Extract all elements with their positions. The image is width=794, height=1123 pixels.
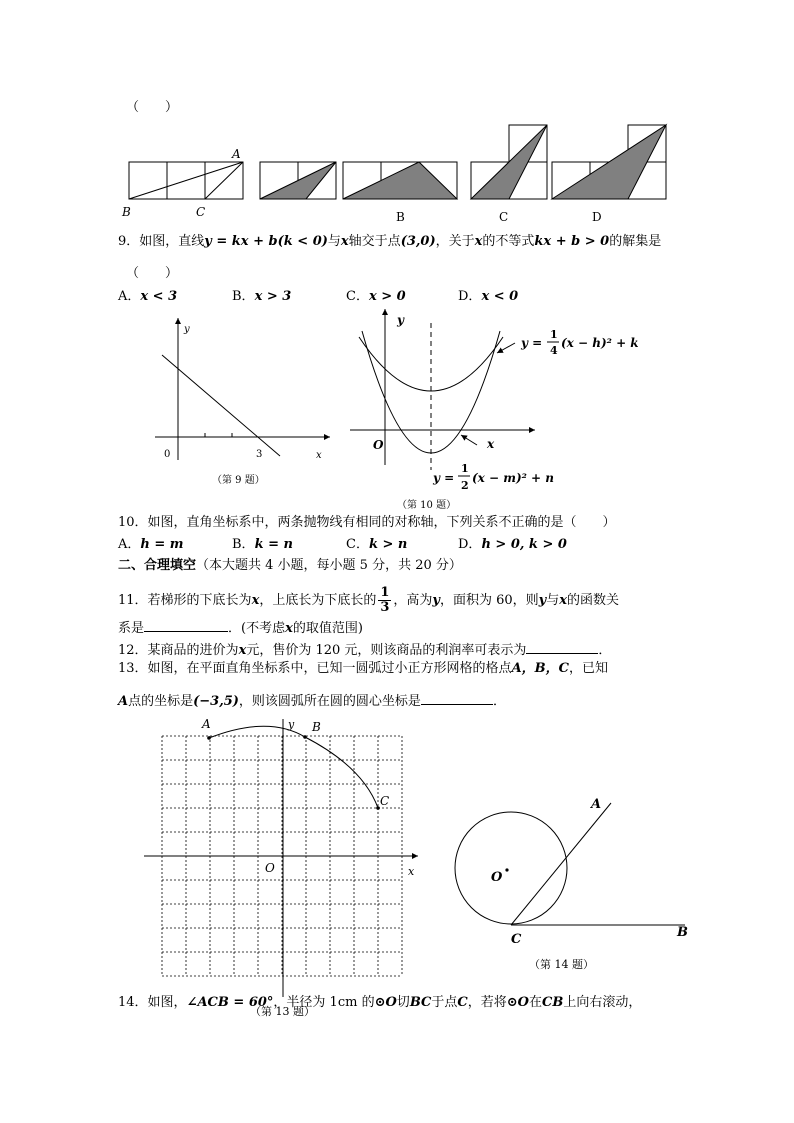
q14-label-o: O — [491, 870, 503, 885]
q9-option-c: C．x > 0 — [346, 289, 406, 304]
q9-option-d: D．x < 0 — [458, 289, 519, 304]
q13-label-b: B — [312, 720, 321, 734]
q14-caption: （第 14 题） — [529, 958, 594, 971]
q10-eq2-num: 1 — [461, 462, 469, 475]
q14-figure — [445, 790, 695, 980]
section2-heading: 二、合理填空（本大题共 4 小题，每小题 5 分，共 20 分） — [118, 558, 462, 573]
q8-option-b-figure — [343, 162, 457, 224]
q10-eq1-pre: y = — [521, 336, 543, 350]
q12-stem: 12．某商品的进价为x元，售价为 120 元，则该商品的利润率可表示为 ． — [118, 643, 612, 658]
q13-line1: 13．如图，在平面直角坐标系中，已知一圆弧过小正方形网格的格点A，B，C，已知 — [118, 661, 608, 676]
q8-option-d-figure — [552, 125, 666, 224]
q8-figures — [120, 120, 680, 226]
q13-caption: （第 13 题） — [250, 1005, 315, 1018]
q10-eq2-pre: y = — [433, 471, 455, 485]
q8-option-c-figure — [471, 125, 547, 224]
q14-ray-ca — [511, 803, 611, 925]
q9-stem: 9．如图，直线y = kx + b(k < 0)与x轴交于点(3,0)，关于x的不等式kx + b > 0的解集是 — [118, 234, 662, 249]
q9-x-label: x — [316, 450, 322, 461]
q10-eq1-num: 1 — [550, 328, 558, 341]
q10-caption: （第 10 题） — [397, 500, 457, 511]
q10-stem: 10．如图，直角坐标系中，两条抛物线有相同的对称轴，下列关系不正确的是（ ） — [118, 515, 616, 530]
q10-eq2-den: 2 — [461, 479, 469, 492]
q10-option-a: A．h = m — [118, 537, 184, 552]
q13-figure — [138, 715, 428, 1005]
q8-original-strip — [121, 147, 243, 219]
q10-eq1-den: 4 — [550, 344, 558, 357]
q10-eq1-post: (x − h)² + k — [561, 336, 639, 350]
q10-options — [118, 537, 567, 553]
q13-label-c: C — [380, 794, 390, 808]
q10-option-d: D．h > 0, k > 0 — [458, 537, 567, 552]
q14-circle — [455, 812, 567, 924]
q9-line — [162, 355, 280, 456]
q14-label-a: A — [591, 797, 602, 812]
q12-answer-blank[interactable] — [526, 641, 598, 654]
q8-option-d-label: D — [592, 210, 602, 224]
q10-option-c: C．k > n — [346, 537, 408, 552]
q10-y-label: y — [397, 313, 404, 327]
q9-option-b: B．x > 3 — [232, 289, 292, 304]
q8-option-a-figure — [260, 162, 336, 199]
q10-eq2-post: (x − m)² + n — [472, 471, 555, 485]
q14-label-c: C — [511, 932, 522, 947]
q10-x-label: x — [487, 437, 495, 451]
q8-label-a: A — [232, 147, 241, 161]
q9-option-a: A．x < 3 — [118, 289, 178, 304]
q13-arc — [209, 726, 378, 808]
q13-x-label: x — [408, 865, 415, 878]
q8-option-c-label: C — [499, 210, 509, 224]
q9-options — [118, 289, 518, 305]
q10-figure — [345, 305, 645, 515]
q9-figure — [150, 310, 340, 490]
q11-answer-blank[interactable] — [144, 619, 228, 632]
q8-option-b-label: B — [396, 210, 405, 224]
q8-answer-paren: （ ） — [126, 100, 179, 115]
q9-zero-label: 0 — [164, 449, 171, 460]
q13-label-a: A — [202, 717, 211, 731]
q11-line2: 系是 ．(不考虑x的取值范围) — [118, 621, 363, 636]
q11-fraction: $\frac{1}{3}$ — [380, 585, 390, 615]
q9-y-label: y — [184, 324, 190, 335]
q9-caption: （第 9 题） — [212, 475, 265, 486]
q13-line2: A点的坐标是(−3,5)，则该圆弧所在圆的圆心坐标是 ． — [118, 694, 506, 709]
q11-line1: 11．若梯形的下底长为x，上底长为下底长的 $\frac{1}{3}$ ，高为y，面积为 60，则y与x的函数关 — [118, 585, 620, 615]
q9-answer-paren: （ ） — [126, 266, 179, 281]
q13-y-label: y — [288, 718, 295, 731]
q14-stem: 14．如图，∠ACB = 60°，半径为 1cm 的⊙O切BC于点C，若将⊙O在CB上向右滚动， — [118, 995, 642, 1010]
q13-answer-blank[interactable] — [421, 692, 493, 705]
q8-label-c: C — [196, 205, 206, 219]
q8-label-b: B — [122, 205, 131, 219]
q10-origin-label: O — [373, 438, 384, 452]
q10-option-b: B．k = n — [232, 537, 293, 552]
q13-origin-label: O — [265, 861, 275, 875]
q9-three-label: 3 — [256, 449, 263, 460]
q14-label-b: B — [677, 925, 688, 940]
